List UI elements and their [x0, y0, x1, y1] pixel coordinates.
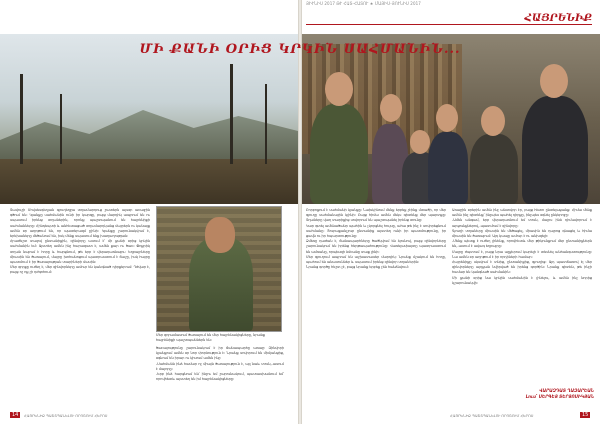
text-column-left-b: ծառայությունը շարունակում է իր ճանապարհը առաջ: Զինվորի կյանքում ամեն օր նոր փորձություն է: Նրանք սովորում են միմյանցից, օգնում են իրար ու կիսում ամեն ինչ: -Սահմանն ինձ համար ոչ միայն ծառայություն է, այլ նաև տուն,-ասում է մայորը: -Երբ ինձ հարցնում են՝ ինչու եմ շարունակում, պատասխանում եմ՝ որովհետև այստեղ են իմ հայրենակիցները:: [156, 346, 284, 382]
issue-line: ՅԻՒՆԻՍ 2017 ԹՒ ՀԱՏ-ՀԱՏՈՒ ★ ՄԱՅԻՍ-ՅՈՒՆԻՍ 2017: [306, 1, 421, 6]
tree-trunk: [60, 94, 62, 164]
teen-figure: [428, 132, 468, 204]
author-credit: ՎԱՐԱԶԴԱՏ ՂԱԶԱՐԵԱՆ Լուս՝ ՍԵՐԳԵՅ ՏԵՐՅՈՍԻԿՅԱՆ: [525, 388, 594, 399]
right-footer: ՀԱՅՐԵՆԻՔ ՊԱՇՏՊԱՆԵԼՈՒ ՈՐՈՇՈՒՄ ՀԵՐՈՍ: [450, 414, 534, 418]
man-head: [540, 64, 568, 98]
left-footer: ՀԱՅՐԵՆԻՔ ՊԱՇՏՊԱՆԵԼՈՒ ՈՐՈՇՈՒՄ ՀԵՐՈՍ: [24, 414, 108, 418]
mother-head: [481, 106, 505, 136]
soldier-head: [325, 72, 353, 106]
mother-figure: [470, 134, 518, 204]
woman-head: [380, 94, 402, 122]
hero-photo-spread: [0, 34, 600, 204]
text-column-right: Առաջին օրերին ամեն ինչ անսովոր էր, բայց հետո ընտելացանք: Հիմա մենք ամեն ինչ գիտենք՝ ինչպես պահել դիրքը, ինչպես օգնել ընկերոջը: -Ամեն անգամ, երբ վերադառնում եմ տուն, մայրս ինձ դիմավորում է արցունքներով,-պատմում է զինվորը: Գյուղի տղաները միասին են մեծացել, միասին են դպրոց գնացել և հիմա միասին են ծառայում: Այդ կապը ամուր է ու անխզելի: -Մենք պետք է ուժեղ լինենք, որովհետև մեր թիկունքում մեր ընտանիքներն են,-ասում է ավագ եղբայրը: Մայրը ժպտում է, բայց նրա աչքերում կարելի է տեսնել անհանգստությունը: Նա ամեն օր աղոթում է իր որդիների համար: Հայրենիքը սկսվում է տնից, ընտանիքից, գյուղից: Այդ պատճառով էլ մեր զինվորները այդքան նվիրված են իրենց գործին: Նրանք գիտեն, թե ինչի համար են կանգնած սահմանին: Մի քանի օրից նա կրկին սահմանին է լինելու, և ամեն ինչ նորից կշարունակվի:: [452, 208, 592, 285]
article-title: ՄԻ ՔԱՆԻ ՕՐԻՑ ԿՐԿԻՆ ՍԱՀՄԱՆԻՆ...: [139, 42, 461, 57]
text-column-mid: Բորբոքում է սահմանի կյանքը: Նախկինում մենք երբեք չէինք մտածի, որ մեր գյուղը սահմանային կլինի: Բայց հիմա ամեն մեկս գիտենք մեր պարտքը: Տղաները վաղ տարիքից սովորում են պաշտպանել իրենց տունը: Կար գտել ամենածանր պահին և չկորցնել հույսը, ահա թե ինչ է սովորեցնում սահմանը: Յուրաքանչյուր ընտանիք այստեղ ունի իր պատմությունը, իր ցավն ու իր հպարտությունը: Ձմեռը դաժան է, ճանապարհները ծածկվում են ձյունով, բայց զինվորները շարունակում են իրենց հերթապահությունը: Վառելափայտը պատրաստում են ամռանը, որպեսզի ձմռանը տաք լինի: Մեր գյուղում ապրում են աշխատասեր մարդիկ: Նրանք մշակում են հողը, պահում են անասուններ և սպասում իրենց զինվոր տղաներին: Նրանց գործը հեշտ չէ, բայց նրանք երբեք չեն հանձնվում:: [306, 208, 446, 270]
tree-trunk: [230, 64, 233, 164]
teen-head: [436, 104, 458, 132]
tree-trunk: [20, 74, 23, 164]
magazine-brand: ՀԱՅՐԵՆԻՔ: [524, 13, 592, 24]
header-divider: [306, 24, 592, 25]
tree-trunk: [265, 84, 267, 164]
soldier-figure: [310, 104, 368, 204]
photo-caption: Մեր զորամասում ծառայում են մեր հայրենակիցները, նրանք հայրենիքի պաշտպաններն են:: [156, 333, 266, 343]
soldier-face: [205, 217, 235, 253]
text-column-left-a: Տավուշի Մովսեսգեղյան գյուղեղջա տղամարդուց շատերն այսօր առաջին գծում են: Կյանքը սահմանին ունի իր կարգը, բայց մարդիկ ապրում են ու սպասում իրենց տղաներին, որոնք պաշտպանում են հայրենիքի սահմանները: Հինդեպտի և անհետացած տղամարդկանց մայրերն ու կանայք ամեն օր աղոթում են, որ պատերազմ չլինի: Կյանքը շարունակվում է, երեխաները մեծանում են, իսկ մենք սպասում ենք խաղաղության: Հրաժեշտ տալով ընտանիքին, զինվորը ասում է՝ մի քանի օրից կրկին սահմանին եմ: Այստեղ ամեն ինչ հարազատ է, ամեն քար ու ծառ: Փոքրիկ տղան նայում է հորը և հարցնում, թե երբ է վերադառնալու: Եղբայրները միասին են ծառայում, մայրը խոհանոցում պատրաստում է ճաշը, իսկ հայրը պատմում է իր ծառայության տարիների մասին: Մեր զորքը ուժեղ է, մեր զինվորները ամուր են կանգնած դիրքերում: Դժվար է, բայց ոչ ոք չի դժգոհում:: [10, 208, 150, 275]
ground-shape: [0, 159, 298, 204]
man-figure: [522, 96, 588, 204]
boy-head: [410, 130, 430, 154]
soldier-portrait-photo: [156, 206, 282, 332]
left-page-number: 14: [12, 412, 19, 418]
right-page-number: 15: [582, 412, 589, 418]
